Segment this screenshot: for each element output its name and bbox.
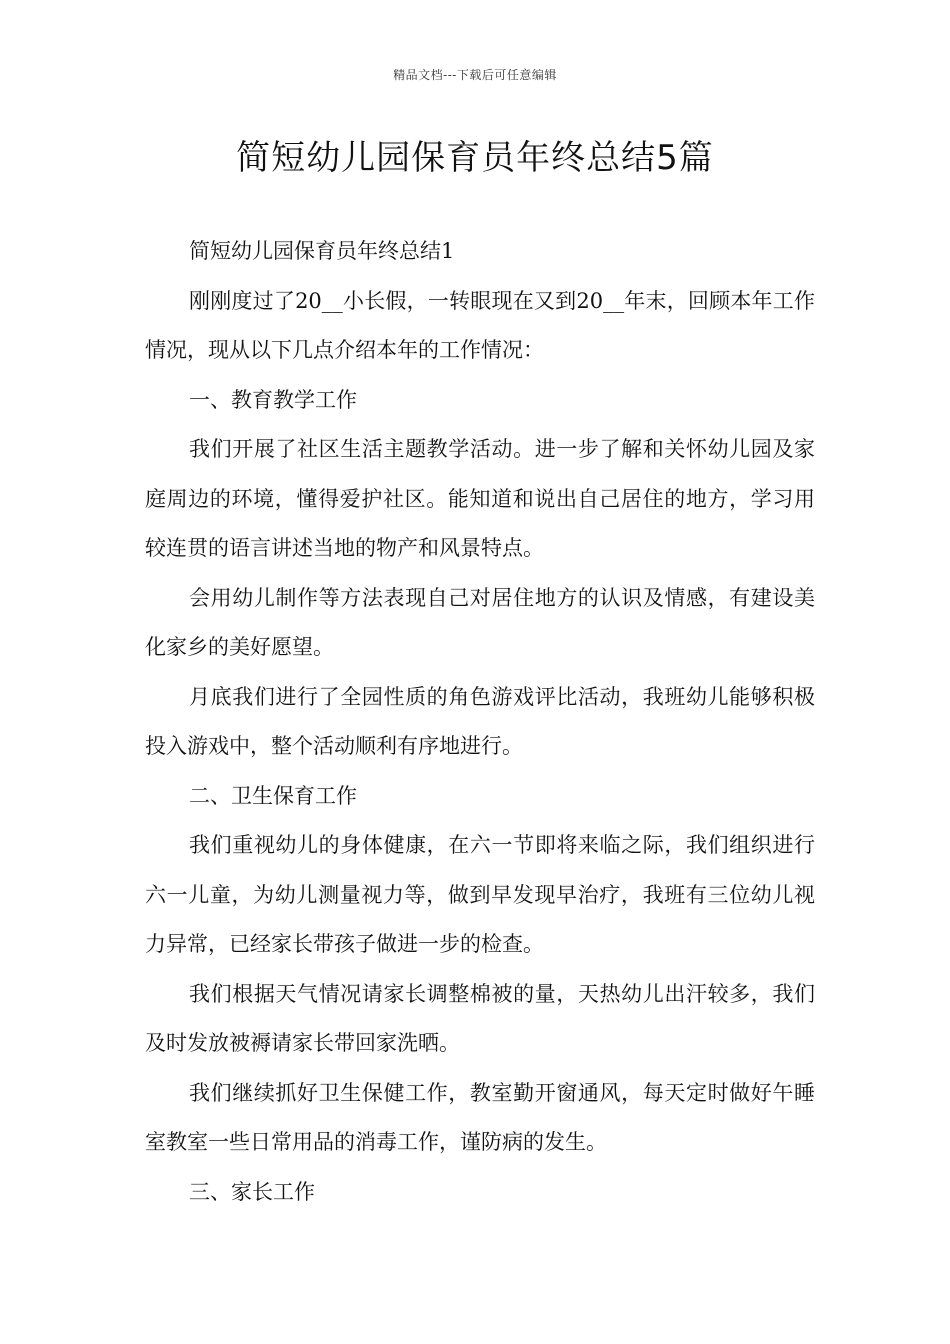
- paragraph-hygiene-1: 我们重视幼儿的身体健康，在六一节即将来临之际，我们组织进行六一儿童，为幼儿测量视力等，做到早发现早治疗，我班有三位幼儿视力异常，已经家长带孩子做进一步的检查。: [145, 833, 815, 956]
- paragraph-teaching-2: 会用幼儿制作等方法表现自己对居住地方的认识及情感，有建设美化家乡的美好愿望。: [145, 585, 815, 659]
- section-heading-1: 简短幼儿园保育员年终总结1: [189, 239, 455, 263]
- paragraph-intro: 刚刚度过了20__小长假，一转眼现在又到20__年末，回顾本年工作情况，现从以下几点介绍本年的工作情况：: [145, 288, 815, 362]
- subsection-heading-teaching: 一、教育教学工作: [189, 387, 357, 412]
- running-header: 精品文档---下载后可任意编辑: [393, 68, 557, 82]
- paragraph-hygiene-3: 我们继续抓好卫生保健工作，教室勤开窗通风，每天定时做好午睡室教室一些日常用品的消毒工作，谨防病的发生。: [145, 1080, 815, 1154]
- paragraph-teaching-3: 月底我们进行了全园性质的角色游戏评比活动，我班幼儿能够积极投入游戏中，整个活动顺利有序地进行。: [145, 684, 815, 758]
- subsection-heading-hygiene: 二、卫生保育工作: [189, 783, 357, 808]
- subsection-heading-parents: 三、家长工作: [189, 1179, 315, 1204]
- document-title: 简短幼儿园保育员年终总结5篇: [236, 138, 714, 178]
- paragraph-hygiene-2: 我们根据天气情况请家长调整棉被的量，天热幼儿出汗较多，我们及时发放被褥请家长带回家洗晒。: [145, 981, 815, 1055]
- document-body: [145, 227, 815, 1217]
- paragraph-teaching-1: 我们开展了社区生活主题教学活动。进一步了解和关怀幼儿园及家庭周边的环境，懂得爱护社区。能知道和说出自己居住的地方，学习用较连贯的语言讲述当地的物产和风景特点。: [145, 437, 815, 560]
